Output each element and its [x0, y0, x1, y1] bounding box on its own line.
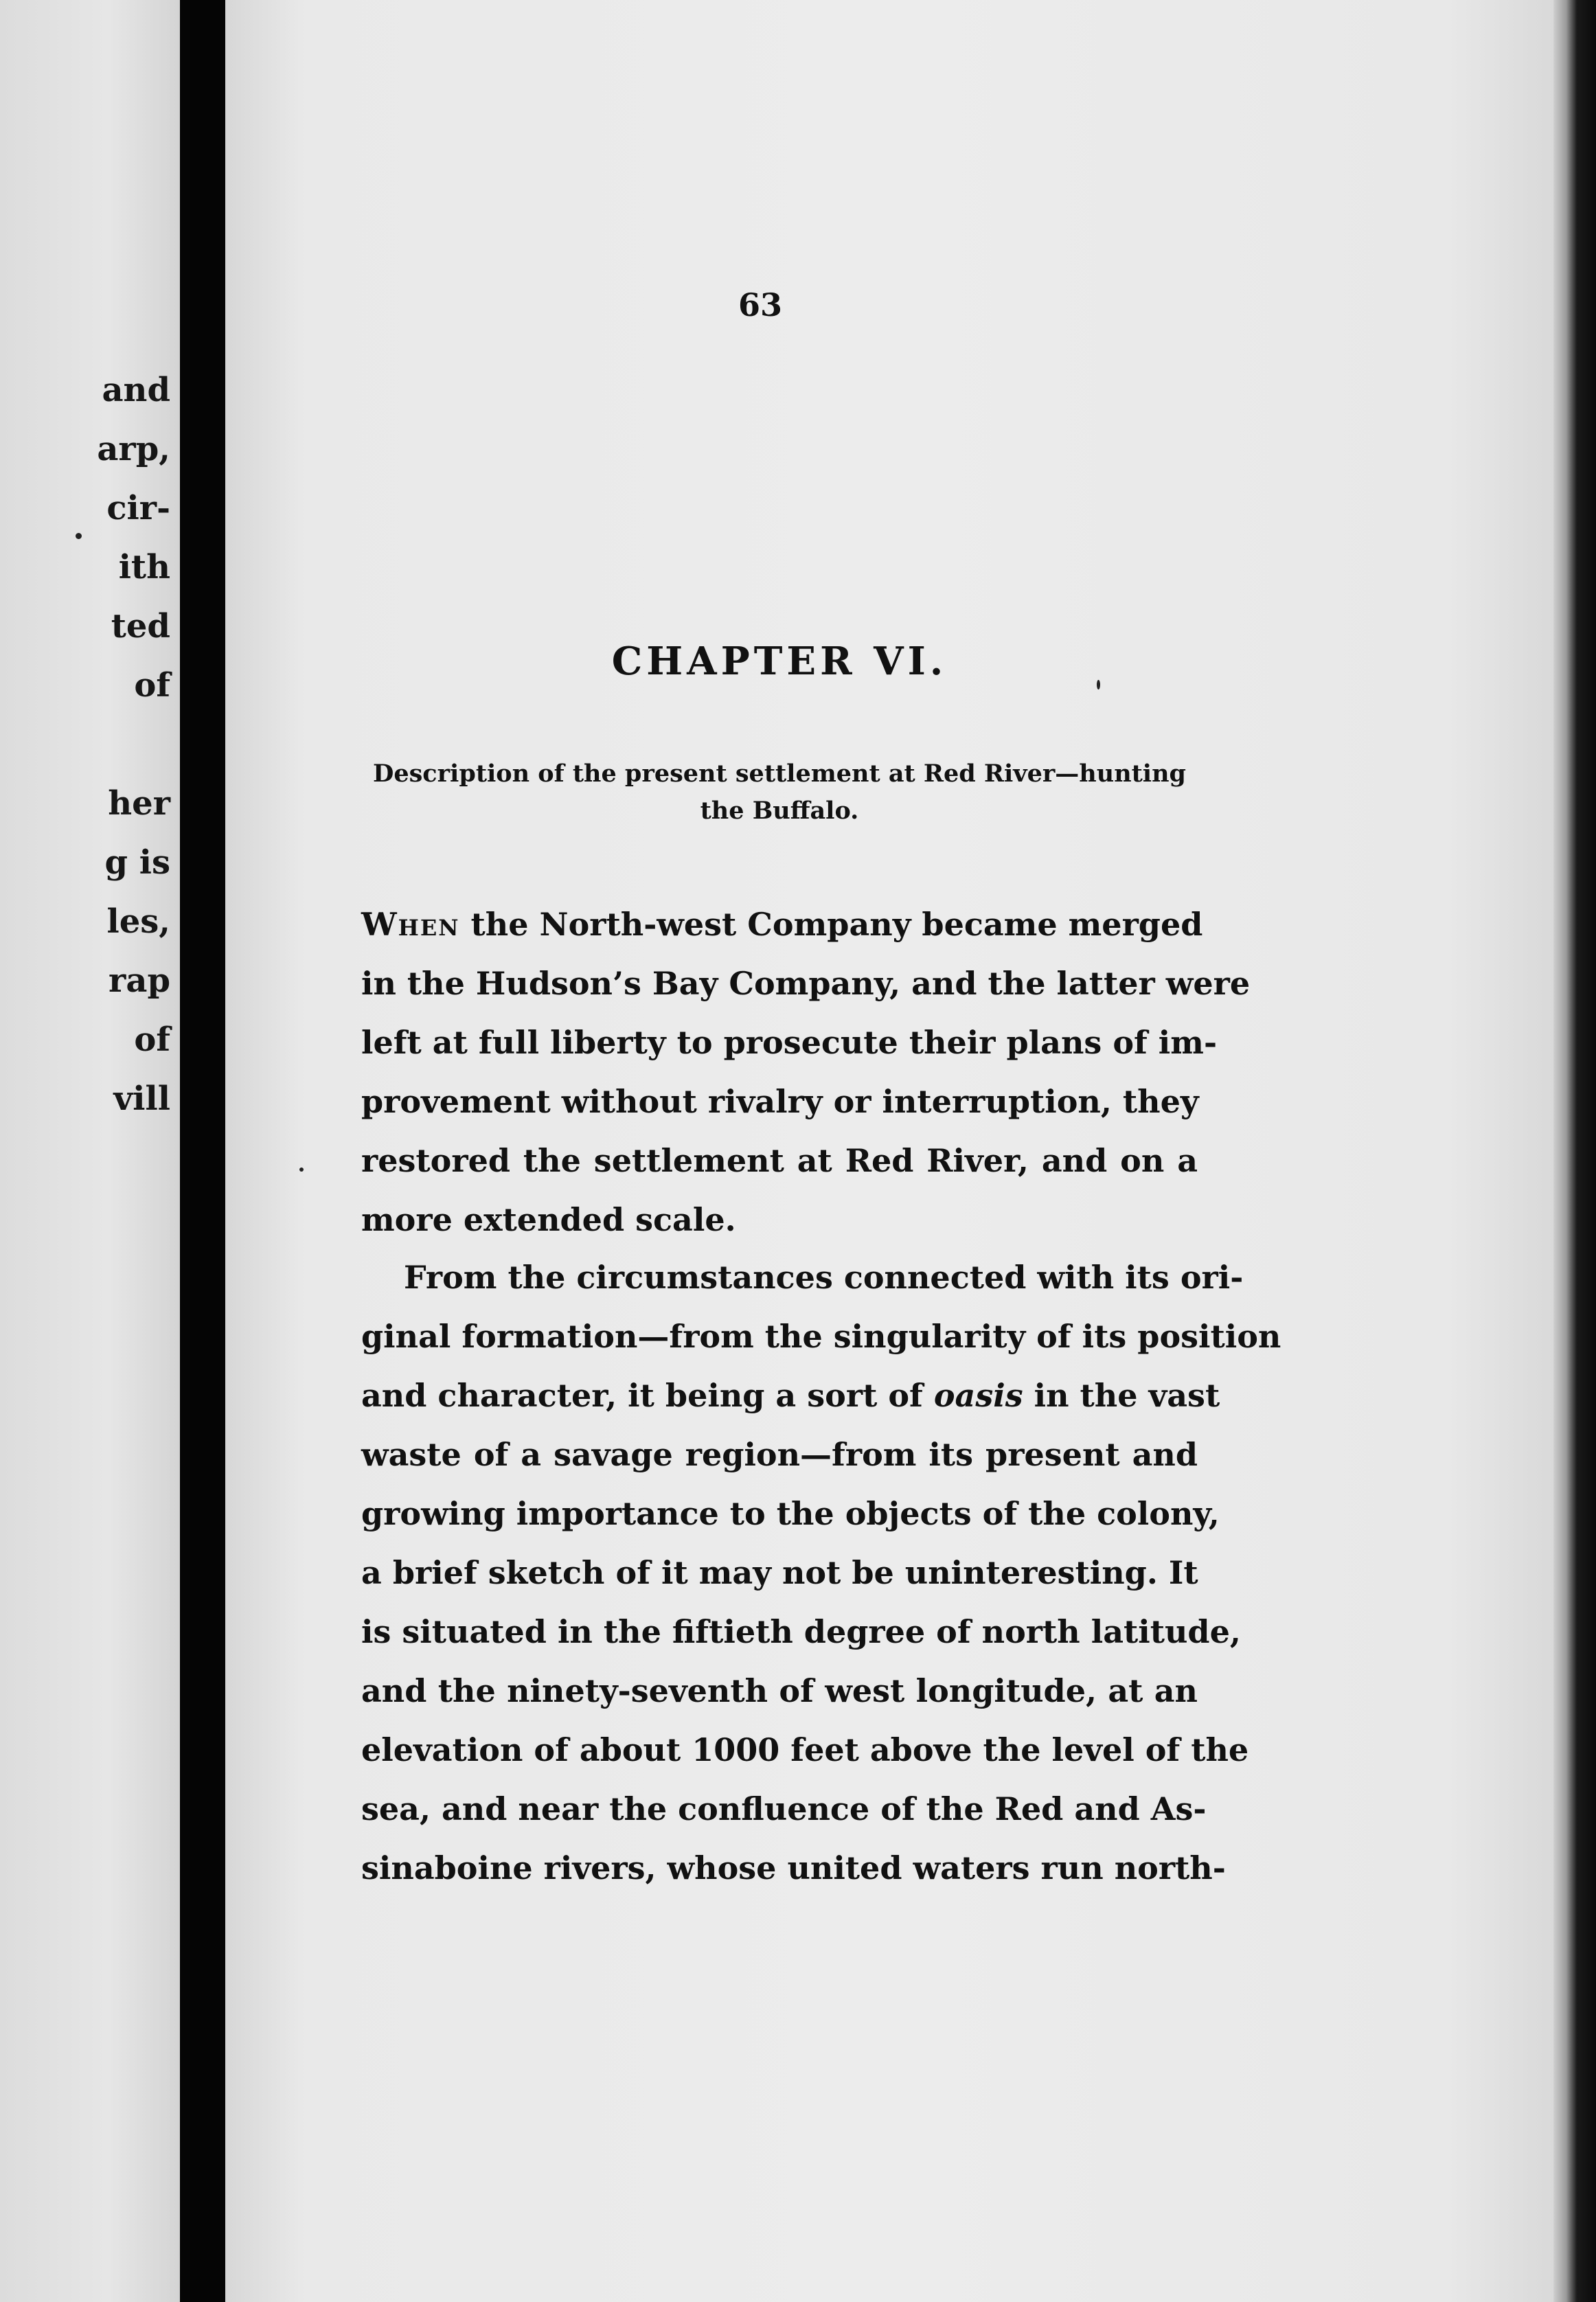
facing-page-text: of: [134, 666, 170, 705]
page-edge: [1553, 0, 1596, 2302]
scan-speck: [1097, 680, 1100, 690]
paragraph-line: is situated in the fiftieth degree of north latitude,: [361, 1613, 1241, 1650]
facing-page-text: cir-: [106, 489, 170, 527]
page-number: 63: [738, 286, 782, 323]
facing-page-fragment: [0, 0, 180, 2302]
book-gutter: [180, 0, 225, 2302]
scan-speck: [299, 1167, 304, 1172]
paragraph-line: elevation of about 1000 feet above the level of the: [361, 1731, 1249, 1768]
facing-page-text: of: [134, 1021, 170, 1059]
paragraph-line: From the circumstances connected with its ori-: [404, 1259, 1244, 1296]
facing-page-text: ith: [118, 548, 170, 586]
paragraph-line: waste of a savage region—from its present and: [361, 1436, 1198, 1473]
paragraph-line: more extended scale.: [361, 1201, 736, 1238]
paragraph-line: growing importance to the objects of the colony,: [361, 1495, 1220, 1532]
paragraph-line: a brief sketch of it may not be uninteresting. It: [361, 1554, 1198, 1591]
facing-page-text: and: [102, 371, 170, 409]
paragraph-line: sea, and near the confluence of the Red and As-: [361, 1790, 1207, 1827]
paragraph-line: and the ninety-seventh of west longitude, at an: [361, 1672, 1198, 1709]
facing-page-text: les,: [106, 902, 170, 941]
paragraph-line: [361, 1375, 1220, 1416]
facing-page-text: arp,: [97, 430, 170, 468]
paragraph-line: sinaboine rivers, whose united waters run north-: [361, 1849, 1226, 1887]
paragraph-line: [361, 904, 1203, 945]
chapter-summary: Description of the present settlement at Red River—hunting the Buffalo.: [372, 760, 1187, 825]
facing-page-text: her: [108, 784, 170, 823]
paragraph-line: provement without rivalry or interruption, they: [361, 1083, 1199, 1120]
scan-speck: [76, 533, 82, 539]
line-text: in the vast: [1023, 1377, 1220, 1414]
facing-page-text: ted: [111, 607, 170, 646]
paragraph-line: restored the settlement at Red River, and on a: [361, 1142, 1198, 1179]
facing-page-text: g is: [104, 843, 170, 882]
paragraph-line: left at full liberty to prosecute their plans of im-: [361, 1024, 1218, 1061]
paragraph-line: in the Hudson’s Bay Company, and the latter were: [361, 965, 1251, 1002]
paragraph-line: ginal formation—from the singularity of its position: [361, 1318, 1281, 1355]
facing-page-text: vill: [113, 1080, 170, 1118]
facing-page-text: rap: [109, 961, 170, 1000]
line-text: the North-west Company became merged: [459, 906, 1203, 943]
lead-word: When: [361, 906, 460, 943]
line-text: and character, it being a sort of: [361, 1377, 934, 1414]
chapter-title: CHAPTER VI.: [611, 639, 948, 684]
italic-word: oasis: [933, 1377, 1023, 1414]
